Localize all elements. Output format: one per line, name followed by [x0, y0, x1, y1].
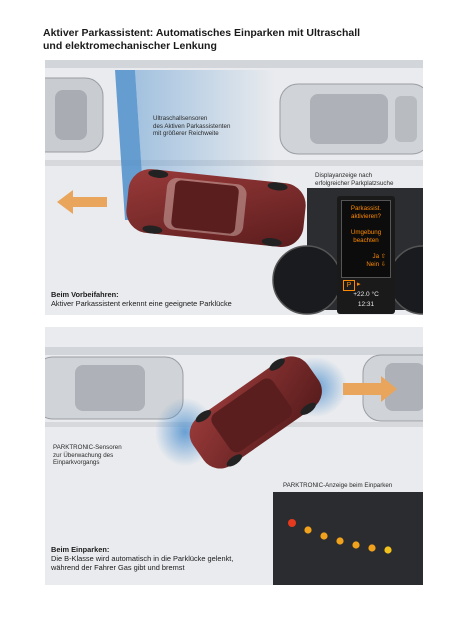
- sensor-label-line-1: Ultraschallsensoren: [153, 115, 208, 122]
- panel-parking: [45, 327, 423, 585]
- display-prompt-line-1: Parkassist.: [350, 205, 382, 212]
- title-line-1: Aktiver Parkassistent: Automatisches Einparken mit Ultraschall: [43, 27, 361, 39]
- parked-car-left: [45, 78, 103, 152]
- caption-parking-line-2: während der Fahrer Gas gibt und bremst: [51, 563, 185, 572]
- red-car-parking: [181, 347, 331, 478]
- parktronic-display-label: PARKTRONIC-Anzeige beim Einparken: [283, 482, 393, 489]
- display-no-label: Nein: [366, 261, 380, 268]
- sensor-label-line-2: des Aktiven Parkassistenten: [153, 122, 231, 130]
- parktronic-sensor-label: [53, 444, 122, 467]
- display-temperature: +22.0 °C: [353, 291, 379, 298]
- parktronic-label-line-1: PARKTRONIC-Sensoren: [53, 444, 122, 451]
- display-no: [342, 261, 390, 269]
- parked-car-behind: [45, 357, 183, 419]
- arrow-up-icon: ⇧: [380, 253, 386, 260]
- display-warning-line-2: beachten: [353, 237, 379, 244]
- parking-p-icon: P: [343, 280, 355, 291]
- parktronic-panel: [273, 492, 423, 585]
- caption-passing: [51, 290, 232, 308]
- caption-parking-heading: Beim Einparken:: [51, 545, 110, 554]
- page-title: [43, 27, 433, 53]
- parked-car-right: [280, 84, 423, 154]
- caption-passing-heading: Beim Vorbeifahren:: [51, 290, 119, 299]
- parktronic-label-line-2: zur Überwachung des: [53, 451, 114, 459]
- title-line-2: und elektromechanischer Lenkung: [43, 40, 217, 52]
- display-time: 12:31: [357, 301, 375, 308]
- parktronic-label-line-3: Einparkvorgangs: [53, 459, 100, 466]
- display-prompt-line-2: aktivieren?: [351, 213, 381, 220]
- caption-parking: [51, 545, 233, 572]
- instrument-display: [337, 196, 395, 314]
- display-label: [313, 171, 395, 188]
- red-car: [124, 167, 308, 249]
- steering-assist-icon: ▸: [357, 281, 361, 288]
- direction-arrow-left-icon: [57, 190, 107, 214]
- display-label-line-2: erfolgreicher Parkplatzsuche: [315, 179, 394, 187]
- sensor-label-line-3: mit größerer Reichweite: [153, 130, 219, 137]
- sensor-label: [153, 115, 230, 138]
- display-yes-label: Ja: [372, 253, 380, 260]
- display-yes: [342, 253, 390, 261]
- arrow-down-icon: ⇩: [380, 261, 386, 268]
- display-warning-line-1: Umgebung: [350, 229, 382, 236]
- panel-passing: [45, 60, 423, 315]
- caption-passing-text: Aktiver Parkassistent erkennt eine geeignete Parklücke: [51, 299, 232, 308]
- display-label-line-1: Displayanzeige nach: [315, 172, 373, 179]
- display-screen: [341, 200, 391, 278]
- caption-parking-line-1: Die B-Klasse wird automatisch in die Parklücke gelenkt,: [51, 554, 234, 563]
